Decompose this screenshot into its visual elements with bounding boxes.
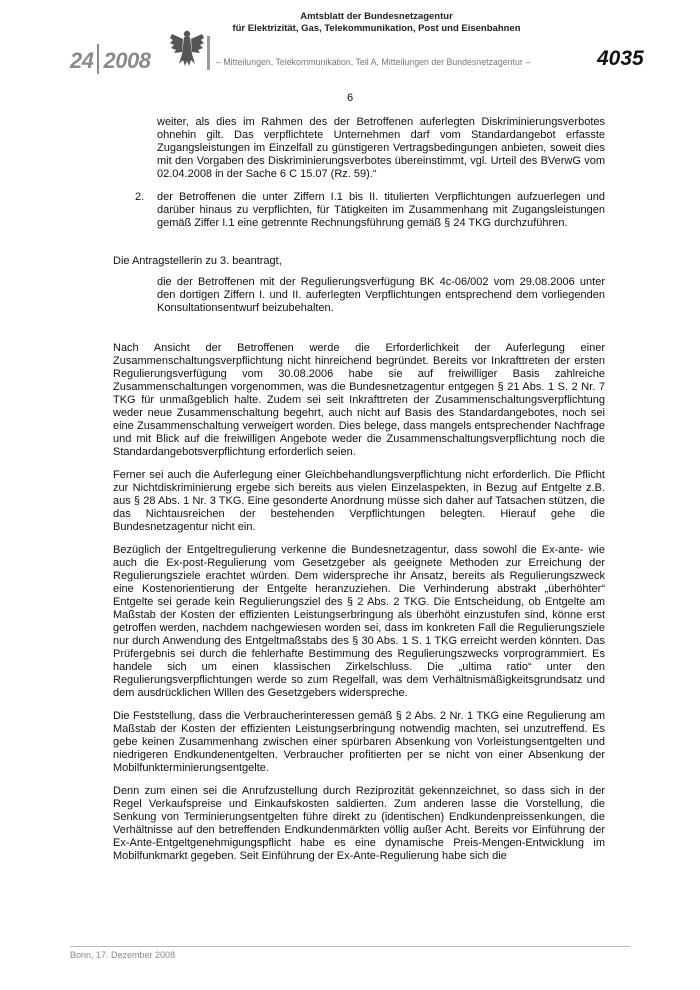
publication-title (214, 11, 539, 35)
issue-year: 2008 (103, 48, 151, 73)
document-page-number: 6 (346, 92, 354, 104)
issue-number: 24 (70, 48, 94, 73)
applicant3-intro: Die Antragstellerin zu 3. beantragt, (113, 255, 282, 267)
continuation-paragraph: weiter, als dies im Rahmen des der Betroffenen auferlegten Diskriminierungsverbotes ohnehin gilt. Das verpflichtete Unternehmen darf vom Standardangebot erfasste Zugangsleistungen im Einzelfall zu günstigeren Vertragsbedingungen anbieten, soweit dies mit den Vorgaben des Diskriminierungsverbotes übereinstimmt, vgl. Urteil des BVerwG vom 02.04.2008 in der Sache 6 C 15.07 (Rz. 59).“ (157, 116, 605, 180)
footer-divider (70, 946, 630, 947)
federal-eagle-icon (168, 28, 206, 68)
body-paragraph: Denn zum einen sei die Anrufzustellung durch Reziprozität gekennzeichnet, so dass sich in der Regel Verkaufspreise und Einkaufskosten saldierten. Zum anderen lasse die Vorstellung, die Senkung von Terminierungsentgelten führe direkt zu (identischen) Endkundenpreissenkungen, die Verhältnisse auf den betreffenden Endkundenmärkten völlig außer Acht. Bereits vor Einführung der Ex-Ante-Entgeltgenehmigungspflicht habe es eine dynamische Preis-Mengen-Entwicklung im Mobilfunkmarkt gegeben. Seit Einführung der Ex-Ante-Regulierung habe sich die (113, 785, 605, 862)
issue-separator (97, 44, 99, 74)
document-body (113, 116, 605, 863)
applicant3-request: die der Betroffenen mit der Regulierungsverfügung BK 4c-06/002 vom 29.08.2006 unter den dortigen Ziffern I. und II. auferlegten Verpflichtungen entsprechend dem vorliegenden Konsultationsentwurf beizubehalten. (157, 276, 605, 314)
publication-title-line2: für Elektrizität, Gas, Telekommunikation, Post und Eisenbahnen (232, 23, 521, 34)
body-paragraph: Die Feststellung, dass die Verbraucherinteressen gemäß § 2 Abs. 2 Nr. 1 TKG eine Regulierung am Maßstab der Kosten der effizienten Leistungserbringung notwendig machten, sei unzutreffend. Es gebe keinen Zusammenhang zwischen einer spürbaren Absenkung von Vorleistungsentgelten und niedrigeren Endkundenentgelten. Verbraucher profitierten per se nicht von einer Absenkung der Mobilfunkterminierungsentgelte. (113, 710, 605, 774)
body-paragraph: Nach Ansicht der Betroffenen werde die Erforderlichkeit der Auferlegung einer Zusammenschaltungsverpflichtung nicht hinreichend begründet. Bereits vor Inkrafttreten der ersten Regulierungsverfügung vom 30.08.2006 habe sie auf freiwilliger Basis zahlreiche Zusammenschaltungen vorgenommen, was die Bundesnetzagentur entgegen § 21 Abs. 1 S. 2 Nr. 7 TKG für unmaßgeblich halte. Zudem sei seit Inkrafttreten der Zusammenschaltungsverpflichtung weder neue Zusammenschaltung begehrt, auch nicht auf Basis des Standardangebotes, noch sei eine Zusammenschaltung verweigert worden. Dies belege, dass mangels entsprechender Nachfrage und mit Blick auf die freiwilligen Angebote weder die Zusammenschaltungsverpflichtung noch die Standardangebotsverpflichtung erforderlich seien. (113, 342, 605, 458)
footer-place-date: Bonn, 17. Dezember 2008 (70, 950, 176, 960)
list-item-2 (113, 191, 605, 230)
list-item-number: 2. (135, 191, 145, 203)
header-divider (207, 36, 210, 70)
list-item-text: der Betroffenen die unter Ziffern I.1 bis II. titulierten Verpflichtungen aufzuerlegen und darüber hinaus zu verpflichten, für Tätigkeiten im Zusammenhang mit Zugangsleistungen gemäß Ziffer I.1 eine getrennte Rechnungsführung gemäß § 24 TKG durchzuführen. (157, 191, 605, 229)
publication-subtitle: – Mitteilungen, Telekommunikation, Teil A, Mitteilungen der Bundesnetzagentur – (216, 57, 531, 67)
body-paragraph: Bezüglich der Entgeltregulierung verkenne die Bundesnetzagentur, dass sowohl die Ex-ante- wie auch die Ex-post-Regulierung vom Gesetzgeber als geeignete Methoden zur Erreichung der Regulierungsziele erachtet würden. Dem widerspreche ihr Ansatz, bereits als Regulierungszweck eine Kostenorientierung der Entgelte heranzuziehen. Die Verhinderung abstrakt „überhöhter“ Entgelte sei gerade kein Regulierungsziel des § 2 Abs. 2 TKG. Die Entscheidung, ob Entgelte am Maßstab der Kosten der effizienten Leistungserbringung als überhöht einzustufen sind, könne erst getroffen werden, nachdem nachgewiesen worden sei, dass im konkreten Fall die Regulierungsziele nur durch Anwendung des Entgeltmaßstabs des § 30 Abs. 1 S. 1 TKG erreicht werden könnten. Das Prüfergebnis sei durch die fehlerhafte Bestimmung des Regulierungszwecks vorprogrammiert. Es handele sich um einen klassischen Zirkelschluss. Die „ultima ratio“ unter den Regulierungsverpflichtungen werde so zum Regelfall, was dem Verhältnismäßigkeitsgrundsatz und dem ausdrücklichen Willen des Gesetzgebers widerspreche. (113, 544, 605, 699)
gazette-page-number: 4035 (597, 47, 644, 70)
body-paragraph: Ferner sei auch die Auferlegung einer Gleichbehandlungsverpflichtung nicht erforderlich. Die Pflicht zur Nichtdiskriminierung ergebe sich bereits aus vielen Einzelaspekten, in Bezug auf Entgelte z.B. aus § 28 Abs. 1 Nr. 3 TKG. Eine gesonderte Anordnung müsse sich daher auf Tatsachen stützen, die das Nichtausreichen der bestehenden Verpflichtungen belegten. Hierauf gehe die Bundesnetzagentur nicht ein. (113, 469, 605, 533)
issue-label (70, 44, 150, 74)
publication-title-line1: Amtsblatt der Bundesnetzagentur (300, 11, 453, 22)
